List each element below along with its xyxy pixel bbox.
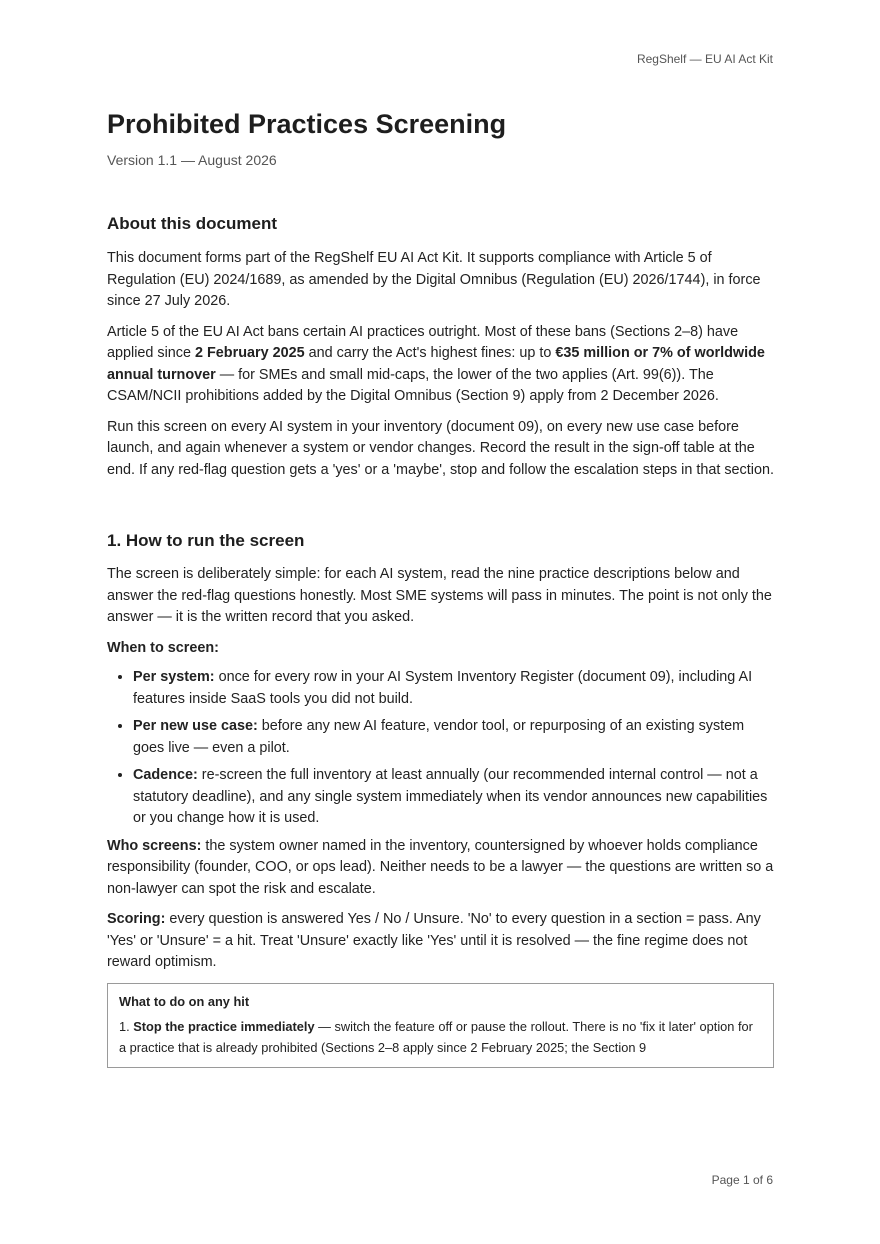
hit-step-term: Stop the practice immediately [133,1018,315,1034]
who-screens-text: the system owner named in the inventory, countersigned by whoever holds compliance responsibility (founder, COO, or ops lead). Neither needs to be a lawyer — the questions are written so a non-lawyer can spot the risk and escalate. [107,837,774,897]
hit-callout-box [107,983,774,1068]
list-item-term: Cadence: [133,767,198,783]
hit-step-number: 1. [119,1018,134,1034]
page-content [107,106,774,1068]
about-p2-date: 2 February 2025 [195,345,305,361]
scoring-paragraph [107,909,774,974]
running-header: RegShelf — EU AI Act Kit [636,52,773,66]
about-p2-text-c: and carry the Act's highest fines: up to [304,345,556,361]
about-p2-fine: €35 million or 7% of worldwide annual turnover [107,345,765,383]
list-item [133,667,774,710]
about-paragraph-1: This document forms part of the RegShelf EU AI Act Kit. It supports compliance with Article 5 of Regulation (EU) 2024/1689, as amended by the Digital Omnibus (Regulation (EU) 2026/1744), in force since 27 July 2026. [107,250,761,309]
about-heading: About this document [107,214,277,233]
list-item-text: before any new AI feature, vendor tool, or repurposing of an existing system goes live — even a pilot. [133,718,745,756]
about-paragraph-3: Run this screen on every AI system in your inventory (document 09), on every new use case before launch, and again whenever a system or vendor changes. Record the result in the sign-off table at the end. If any red-flag question gets a 'yes' or a 'maybe', stop and follow the escalation steps in that section. [107,418,774,478]
hit-step-text: — switch the feature off or pause the rollout. There is no 'fix it later' option for a practice that is already prohibited (Sections 2–8 apply since 2 February 2025; the Section 9 [119,1018,753,1055]
scoring-term: Scoring: [107,911,166,927]
list-item-text: re-screen the full inventory at least annually (our recommended internal control — not a statutory deadline), and any single system immediately when its vendor announces new capabilities or you change how it is used. [133,767,768,826]
list-item-text: once for every row in your AI System Inventory Register (document 09), including AI features inside SaaS tools you did not build. [133,669,753,707]
when-to-screen-list [107,667,774,830]
page-number: Page 1 of 6 [711,1173,773,1187]
hit-callout-title: What to do on any hit [119,993,250,1009]
list-item [133,765,774,830]
list-item-term: Per system: [133,669,215,685]
about-p2-text-a: Article 5 of the EU AI Act bans certain AI practices outright. Most of these bans (Sections 2–8) have applied since [107,323,739,361]
section-1-intro: The screen is deliberately simple: for each AI system, read the nine practice descriptions below and answer the red-flag questions honestly. Most SME systems will pass in minutes. The point is not only the answer — it is the written record that you asked. [107,566,772,625]
hit-step-1 [119,1016,762,1058]
who-screens-paragraph [107,836,774,901]
list-item-term: Per new use case: [133,718,258,734]
about-p2-text-e: — for SMEs and small mid-caps, the lower of the two applies (Art. 99(6)). The CSAM/NCII prohibitions added by the Digital Omnibus (Section 9) apply from 2 December 2026. [107,366,719,404]
who-screens-term: Who screens: [107,837,202,854]
document-title: Prohibited Practices Screening [107,109,507,139]
about-paragraph-2 [107,322,774,408]
document-version: Version 1.1 — August 2026 [107,152,277,168]
when-to-screen-label: When to screen: [107,639,219,656]
list-item [133,716,774,759]
scoring-text: every question is answered Yes / No / Unsure. 'No' to every question in a section = pass. Any 'Yes' or 'Unsure' = a hit. Treat 'Unsure' exactly like 'Yes' until it is resolved — the fine regime does not reward optimism. [107,911,761,970]
section-1-heading: 1. How to run the screen [107,531,305,550]
